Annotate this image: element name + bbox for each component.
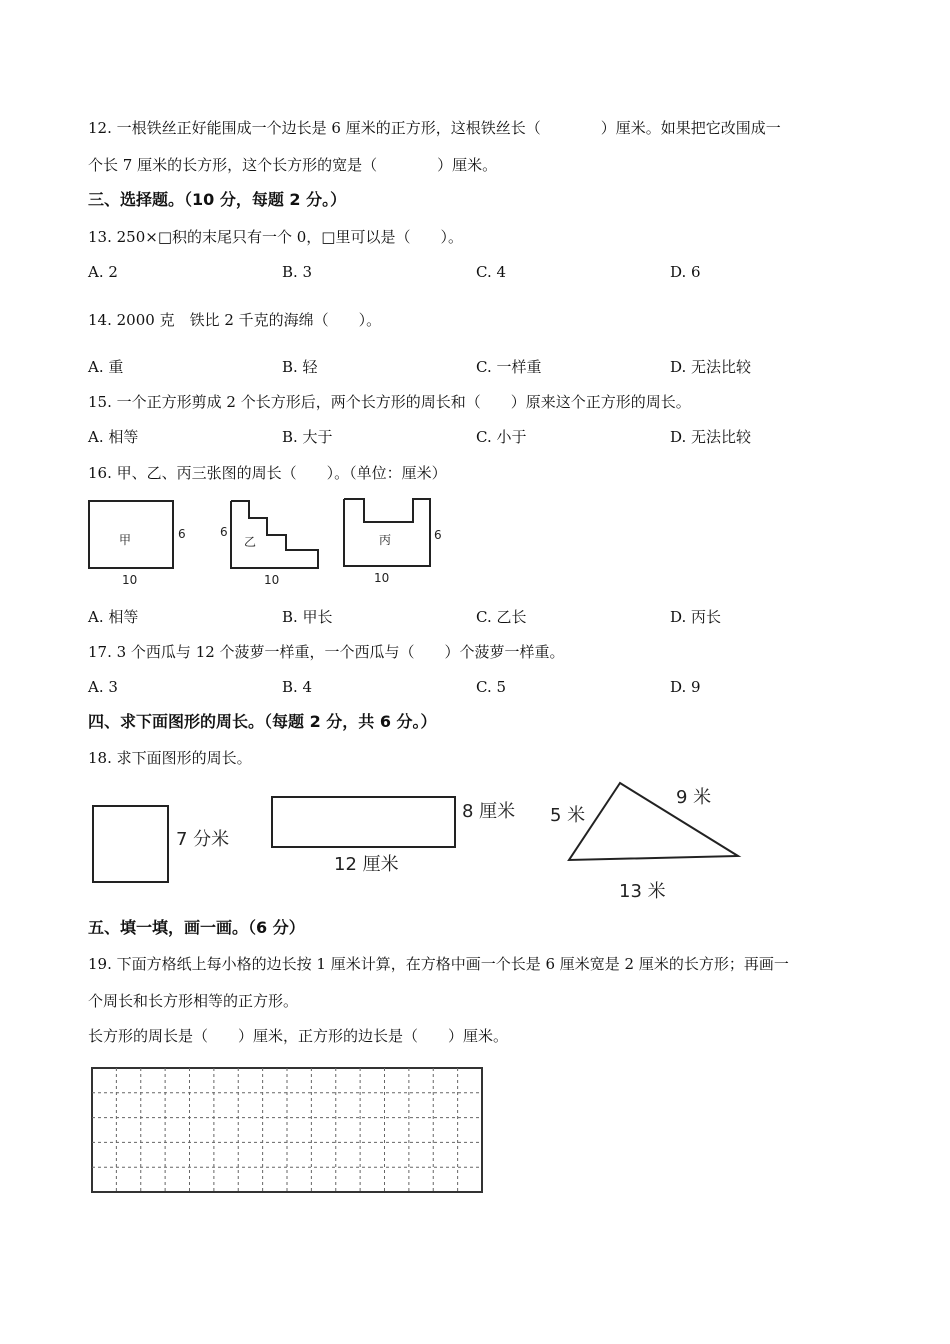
q14-option-b[interactable]: B. 轻 xyxy=(282,358,318,376)
q18-stem: 18. 求下面图形的周长。 xyxy=(88,749,252,767)
figure-yi-side: 6 xyxy=(220,525,228,539)
q16-stem: 16. 甲、乙、丙三张图的周长（ ）。（单位：厘米） xyxy=(88,464,447,482)
q17-option-d[interactable]: D. 9 xyxy=(670,678,701,696)
q17-option-a[interactable]: A. 3 xyxy=(88,678,118,696)
q18-tri-left-label: 5 米 xyxy=(550,805,586,826)
q18-triangle xyxy=(569,783,738,860)
figure-bing-bottom: 10 xyxy=(374,571,390,585)
q14-option-a[interactable]: A. 重 xyxy=(88,358,124,376)
q18-figures xyxy=(88,780,768,905)
figure-jia-bottom: 10 xyxy=(122,573,138,587)
figure-yi-label: 乙 xyxy=(244,535,257,549)
q15-option-d[interactable]: D. 无法比较 xyxy=(670,428,752,446)
figure-bing-label: 丙 xyxy=(379,533,392,547)
q12-line1: 12. 一根铁丝正好能围成一个边长是 6 厘米的正方形，这根铁丝长（ ）厘米。如果把它改围成一 xyxy=(88,119,781,137)
q19-line2: 个周长和长方形相等的正方形。 xyxy=(88,992,299,1010)
q14-stem: 14. 2000 克 铁比 2 千克的海绵（ ）。 xyxy=(88,311,382,329)
q18-square-label: 7 分米 xyxy=(176,829,230,850)
figure-bing-side: 6 xyxy=(434,528,442,542)
q18-tri-bottom-label: 13 米 xyxy=(619,881,666,902)
q18-rect-length-label: 12 厘米 xyxy=(334,854,399,875)
q16-option-c[interactable]: C. 乙长 xyxy=(476,608,527,626)
q13-option-c[interactable]: C. 4 xyxy=(476,263,507,281)
q15-option-a[interactable]: A. 相等 xyxy=(88,428,139,446)
q16-option-b[interactable]: B. 甲长 xyxy=(282,608,333,626)
q18-rectangle xyxy=(272,797,455,847)
figure-jia-label: 甲 xyxy=(119,533,132,547)
section5-title: 五、填一填，画一画。（6 分） xyxy=(88,918,305,937)
q13-option-a[interactable]: A. 2 xyxy=(88,263,118,281)
q13-option-d[interactable]: D. 6 xyxy=(670,263,701,281)
q18-tri-right-label: 9 米 xyxy=(676,787,712,808)
q19-line1: 19. 下面方格纸上每小格的边长按 1 厘米计算，在方格中画一个长是 6 厘米宽是 2 厘米的长方形；再画一 xyxy=(88,955,789,973)
q17-option-b[interactable]: B. 4 xyxy=(282,678,313,696)
section4-title: 四、求下面图形的周长。（每题 2 分，共 6 分。） xyxy=(88,712,437,731)
q14-option-c[interactable]: C. 一样重 xyxy=(476,358,542,376)
q18-rect-width-label: 8 厘米 xyxy=(462,801,516,822)
section3-title: 三、选择题。（10 分，每题 2 分。） xyxy=(88,190,347,209)
q13-stem: 13. 250×□积的末尾只有一个 0，□里可以是（ ）。 xyxy=(88,228,463,246)
q13-option-b[interactable]: B. 3 xyxy=(282,263,313,281)
q19-grid-paper[interactable] xyxy=(90,1066,486,1194)
q18-square xyxy=(93,806,168,882)
q14-option-d[interactable]: D. 无法比较 xyxy=(670,358,752,376)
q16-figures xyxy=(86,496,446,591)
figure-yi xyxy=(220,501,318,587)
q16-option-d[interactable]: D. 丙长 xyxy=(670,608,722,626)
q15-option-b[interactable]: B. 大于 xyxy=(282,428,333,446)
figure-bing xyxy=(344,499,442,585)
figure-jia-side: 6 xyxy=(178,527,186,541)
figure-yi-bottom: 10 xyxy=(264,573,280,587)
q16-option-a[interactable]: A. 相等 xyxy=(88,608,139,626)
q17-option-c[interactable]: C. 5 xyxy=(476,678,507,696)
q15-stem: 15. 一个正方形剪成 2 个长方形后，两个长方形的周长和（ ）原来这个正方形的周长。 xyxy=(88,393,691,411)
q19-line3: 长方形的周长是（ ）厘米，正方形的边长是（ ）厘米。 xyxy=(88,1027,509,1045)
q12-line2: 个长 7 厘米的长方形，这个长方形的宽是（ ）厘米。 xyxy=(88,156,498,174)
q15-option-c[interactable]: C. 小于 xyxy=(476,428,527,446)
q17-stem: 17. 3 个西瓜与 12 个菠萝一样重，一个西瓜与（ ）个菠萝一样重。 xyxy=(88,643,565,661)
figure-jia xyxy=(89,501,186,587)
